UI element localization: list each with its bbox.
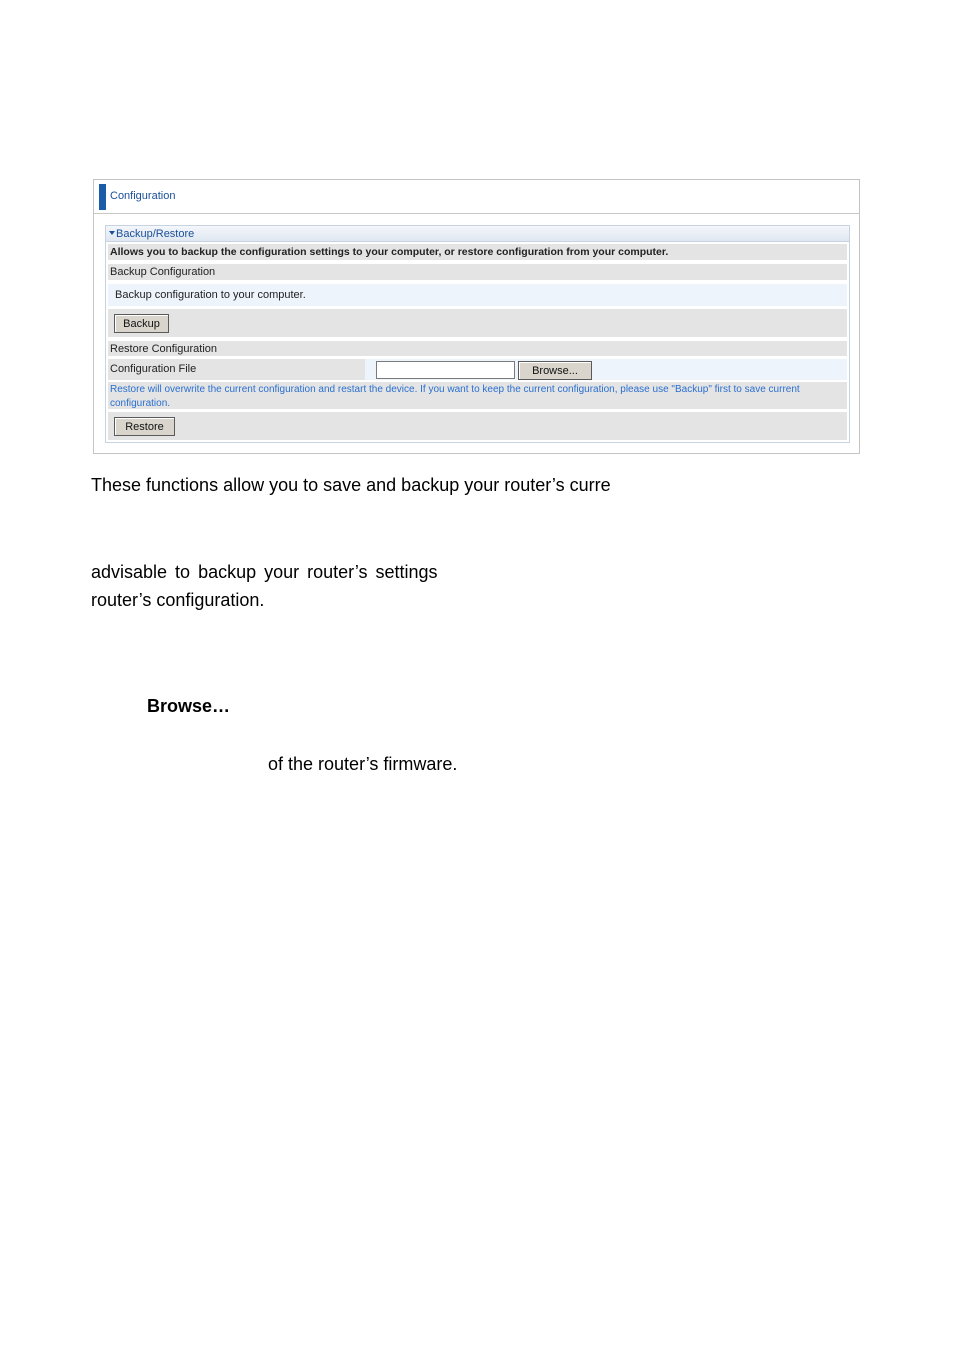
panel-title: Configuration xyxy=(110,190,176,202)
restore-heading: Restore Configuration xyxy=(110,343,218,355)
restore-warning-row xyxy=(108,382,847,409)
doc-paragraph-line-4: of the router’s firmware. xyxy=(268,754,458,774)
configuration-file-input[interactable] xyxy=(376,361,515,379)
browse-button[interactable]: Browse... xyxy=(518,361,592,380)
backup-restore-section xyxy=(105,225,850,443)
backup-info-row xyxy=(108,284,847,306)
panel-header xyxy=(94,180,859,214)
triangle-down-icon xyxy=(109,231,115,235)
restore-button[interactable]: Restore xyxy=(114,417,175,436)
doc-paragraph-line-2: advisable to backup your router’s settings xyxy=(91,562,438,582)
backup-heading-row xyxy=(108,264,847,280)
doc-paragraph-line-1: These functions allow you to save and backup your router’s curre xyxy=(91,475,611,495)
section-header[interactable] xyxy=(106,226,849,242)
restore-button-row xyxy=(108,412,847,440)
backup-heading: Backup Configuration xyxy=(110,266,216,278)
header-accent-bar xyxy=(99,184,106,210)
section-title: Backup/Restore xyxy=(116,228,195,240)
backup-info: Backup configuration to your computer. xyxy=(115,289,306,301)
configuration-file-label: Configuration File xyxy=(110,363,197,375)
restore-heading-row xyxy=(108,341,847,356)
section-description: Allows you to backup the configuration settings to your computer, or restore configuration from your computer. xyxy=(110,246,669,258)
doc-browse-term: Browse… xyxy=(147,696,231,716)
restore-warning: Restore will overwrite the current configuration and restart the device. If you want to keep the current configuration, please use "Backup" first to save current configuration. xyxy=(110,384,800,409)
backup-button-row xyxy=(108,309,847,337)
doc-paragraph-line-3: router’s configuration. xyxy=(91,590,265,610)
section-description-row xyxy=(108,244,847,260)
configuration-panel xyxy=(93,179,860,454)
backup-button[interactable]: Backup xyxy=(114,314,169,333)
file-label-cell xyxy=(108,359,365,380)
configuration-file-row xyxy=(108,359,847,380)
